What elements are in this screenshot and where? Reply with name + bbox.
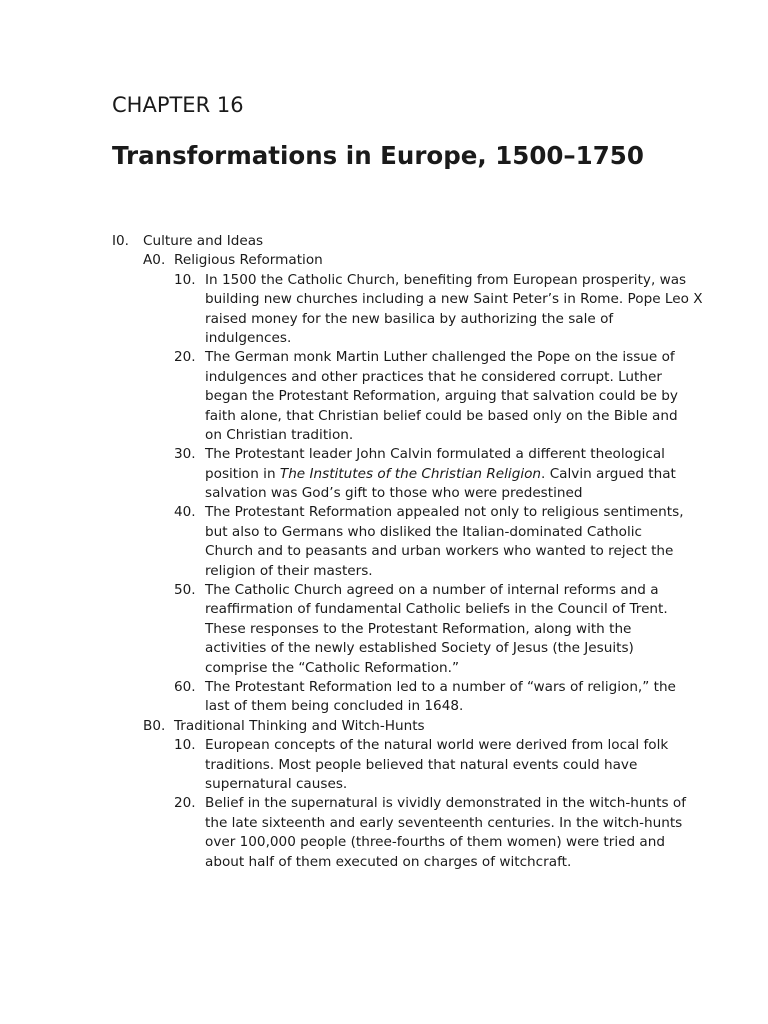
outline-item [0, 271, 768, 349]
item-text [205, 445, 676, 503]
item-line: Belief in the supernatural is vividly demonstrated in the witch-hunts of [205, 795, 686, 812]
outline-item [0, 581, 768, 678]
item-line: but also to Germans who disliked the Italian-dominated Catholic [205, 523, 643, 540]
outline-item [0, 678, 768, 717]
chapter-label: CHAPTER 16 [112, 93, 244, 117]
item-line: building new churches including a new Saint Peter’s in Rome. Pope Leo X [205, 291, 703, 308]
subsection-title: Traditional Thinking and Witch-Hunts [174, 717, 425, 734]
item-line: indulgences and other practices that he considered corrupt. Luther [205, 368, 662, 385]
subsection-number: A0. [143, 252, 166, 269]
item-line: salvation was God’s gift to those who were predestined [205, 485, 583, 502]
item-line: raised money for the new basilica by authorizing the sale of [205, 310, 614, 327]
outline-item [0, 794, 768, 872]
item-text [205, 736, 669, 794]
item-line: Church and to peasants and urban workers who wanted to reject the [205, 543, 674, 560]
item-line [205, 465, 676, 484]
book-title: The Institutes of the Christian Religion [279, 465, 542, 482]
item-text [205, 581, 668, 678]
outline-item [0, 445, 768, 503]
item-text [205, 503, 684, 581]
item-number: 10. [174, 737, 196, 754]
item-text [205, 348, 678, 445]
item-line: on Christian tradition. [205, 426, 354, 443]
outline-section-heading [0, 232, 768, 251]
item-text [205, 678, 676, 717]
chapter-outline [0, 232, 768, 872]
chapter-title: Transformations in Europe, 1500–1750 [112, 141, 644, 170]
outline-item [0, 503, 768, 581]
item-line: In 1500 the Catholic Church, benefiting from European prosperity, was [205, 271, 687, 288]
section-number: I0. [112, 233, 129, 249]
item-line-text: position in [205, 465, 280, 482]
item-line: The Protestant Reformation appealed not only to religious sentiments, [205, 504, 684, 521]
item-line: about half of them executed on charges of witchcraft. [205, 853, 572, 870]
item-line: traditions. Most people believed that natural events could have [205, 756, 638, 773]
item-number: 10. [174, 271, 196, 288]
subsection-title: Religious Reformation [174, 252, 323, 269]
outline-item [0, 348, 768, 445]
item-line: The German monk Martin Luther challenged the Pope on the issue of [205, 349, 675, 366]
item-number: 20. [174, 349, 196, 366]
item-line: supernatural causes. [205, 775, 348, 792]
item-line: European concepts of the natural world were derived from local folk [205, 737, 669, 754]
subsection-number: B0. [143, 717, 166, 734]
item-number: 20. [174, 795, 196, 812]
outline-item [0, 736, 768, 794]
item-line: last of them being concluded in 1648. [205, 698, 464, 715]
outline-subsection-heading [0, 251, 768, 270]
item-line: The Protestant Reformation led to a number of “wars of religion,” the [205, 678, 676, 695]
outline-subsection-heading [0, 717, 768, 736]
item-line-text: . Calvin argued that [541, 465, 676, 482]
item-line: the late sixteenth and early seventeenth centuries. In the witch-hunts [205, 814, 683, 831]
item-number: 50. [174, 582, 196, 599]
item-line: comprise the “Catholic Reformation.” [205, 659, 460, 676]
item-line: over 100,000 people (three-fourths of them women) were tried and [205, 834, 666, 851]
item-line: faith alone, that Christian belief could be based only on the Bible and [205, 407, 678, 424]
item-line: The Protestant leader John Calvin formulated a different theological [205, 446, 665, 463]
section-title: Culture and Ideas [143, 233, 264, 249]
item-text [205, 794, 686, 872]
item-number: 30. [174, 446, 196, 463]
item-line: The Catholic Church agreed on a number of internal reforms and a [205, 582, 659, 599]
item-line: These responses to the Protestant Reformation, along with the [205, 620, 632, 637]
item-number: 60. [174, 678, 196, 695]
item-line: indulgences. [205, 329, 292, 346]
item-line: religion of their masters. [205, 562, 373, 579]
item-line: reaffirmation of fundamental Catholic beliefs in the Council of Trent. [205, 601, 668, 618]
item-text [205, 271, 703, 349]
item-line: began the Protestant Reformation, arguing that salvation could be by [205, 388, 678, 405]
item-line: activities of the newly established Society of Jesus (the Jesuits) [205, 640, 634, 657]
item-number: 40. [174, 504, 196, 521]
